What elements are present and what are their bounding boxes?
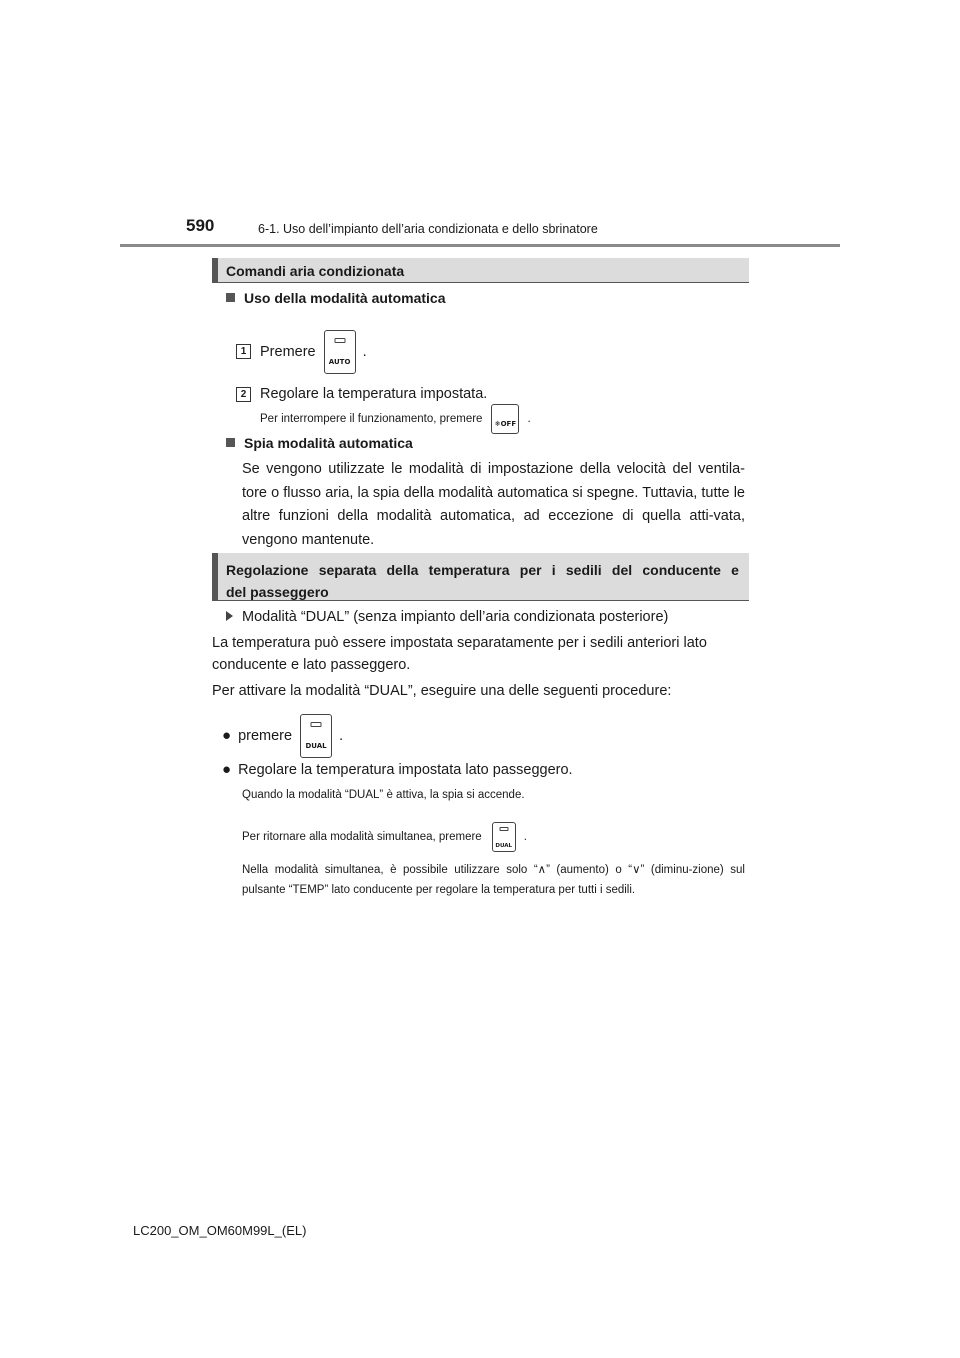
subsection-heading-text: Spia modalità automatica [244,435,413,451]
step-note [260,405,531,433]
subsection-heading-text: Uso della modalità automatica [244,290,446,306]
note: Nella modalità simultanea, è possibile utilizzare solo “∧” (aumento) o “∨” (diminu-zione) sul pulsante “TEMP” lato conducente per regolare la temperatura per tutti i sedili. [242,864,745,896]
square-bullet-icon [226,293,235,302]
paragraph: La temperatura può essere impostata separatamente per i sedili anteriori lato conducente e lato passeggero. [212,635,707,673]
subsection-heading [226,435,413,451]
section-title: 6-1. Uso dell’impianto dell’aria condizionata e dello sbrinatore [258,222,598,236]
subsection-heading [226,290,446,306]
dual-label: DUAL [495,843,513,849]
note: Quando la modalità “DUAL” è attiva, la spia si accende. [242,789,525,801]
auto-indicator-description: Se vengono utilizzate le modalità di impostazione della velocità del ventila-tore o flusso aria, la spia della modalità automatica si spegne. Tuttavia, tutte le altre funzioni della modalità automatica, ad eccezione di quella atti-vata, vengono mantenute. [242,461,745,548]
section-heading-bar [212,553,749,601]
step-text: Premere [260,344,316,360]
round-bullet-icon: ● [222,727,232,744]
indicator-light-icon [334,338,345,343]
section-heading: Comandi aria condizionata [226,263,405,279]
section-heading-line-1: Regolazione separata della temperatura per i sedili del conducente e [226,562,739,578]
indicator-light-icon [499,827,508,831]
arrow-bullet-icon [226,611,233,621]
period: . [523,831,527,843]
round-bullet-icon: ● [222,761,232,778]
mode-line [226,606,668,628]
step-number: 2 [236,387,251,402]
step-1 [260,330,367,374]
bullet-item [222,759,573,781]
bullet-item [222,714,343,758]
document-code: LC200_OM_OM60M99L_(EL) [133,1223,307,1238]
section-heading-bar [212,258,749,283]
off-button-icon [491,404,519,434]
note [242,822,527,852]
indicator-light-icon [311,722,322,727]
auto-button-icon [324,330,356,374]
paragraph: Per attivare la modalità “DUAL”, eseguire una delle seguenti procedure: [212,683,672,699]
off-label: ❄OFF [494,420,517,428]
bullet-text: premere [238,728,293,744]
square-bullet-icon [226,438,235,447]
step-number: 1 [236,344,251,359]
period: . [362,344,367,360]
note-text: Per interrompere il funzionamento, premere [260,413,483,425]
dual-label: DUAL [305,742,327,750]
header-rule [120,244,840,247]
dual-button-icon [492,822,516,852]
page-number: 590 [186,216,215,235]
period: . [527,413,531,425]
mode-line-text: Modalità “DUAL” (senza impianto dell’aria condizionata posteriore) [242,609,669,625]
period: . [339,728,344,744]
auto-label: AUTO [328,358,351,366]
section-heading-line-2: del passeggero [226,584,329,600]
note-text: Per ritornare alla modalità simultanea, premere [242,831,482,843]
step-2: Regolare la temperatura impostata. [260,386,488,402]
bullet-text: Regolare la temperatura impostata lato passeggero. [238,762,573,778]
dual-button-icon [300,714,332,758]
